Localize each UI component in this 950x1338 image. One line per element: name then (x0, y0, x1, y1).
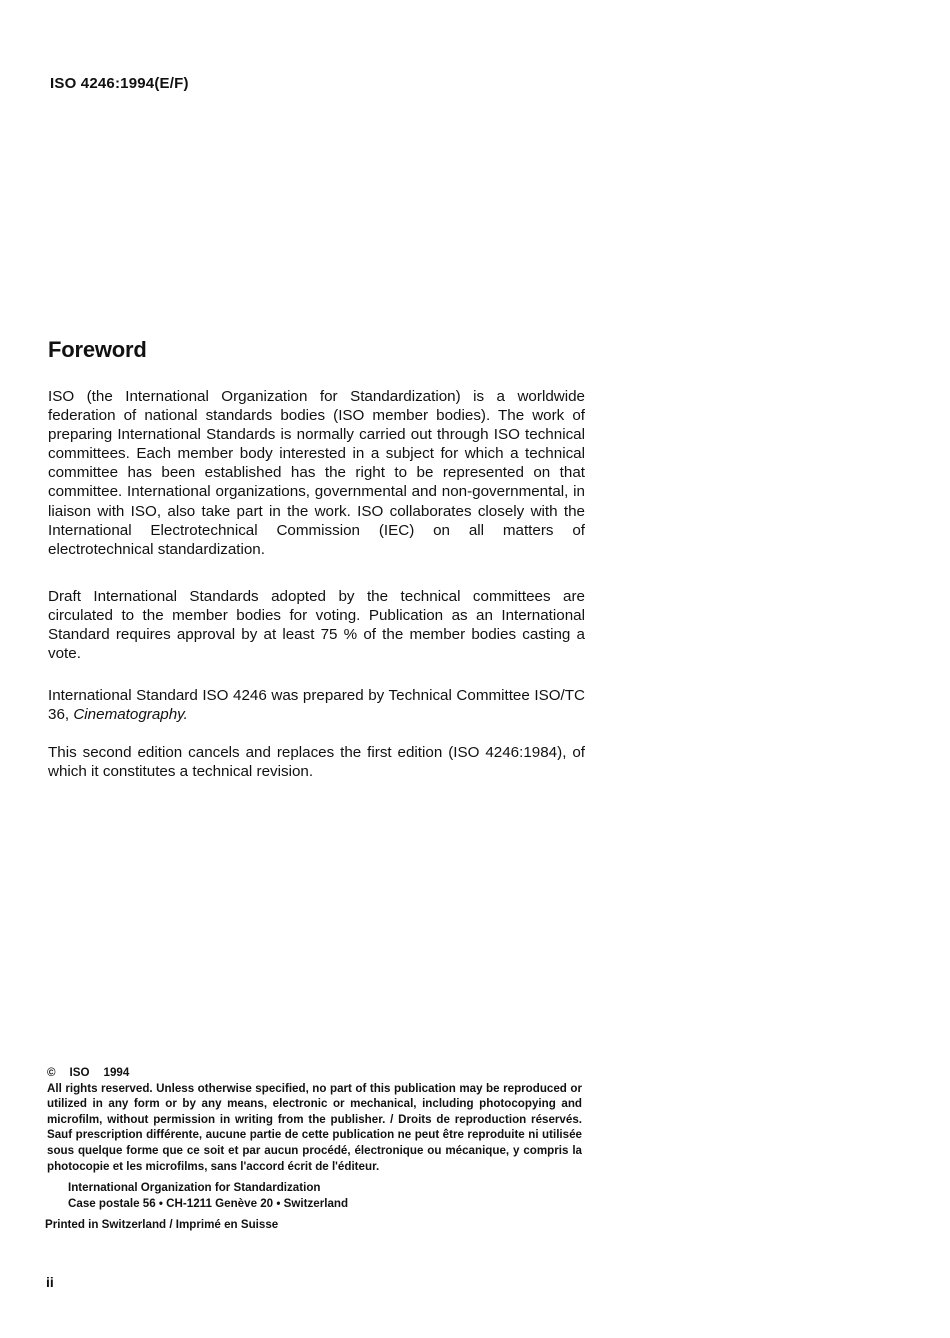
printed-in: Printed in Switzerland / Imprimé en Suisse (45, 1218, 279, 1232)
publisher-address (68, 1180, 582, 1211)
copyright-icon: © (47, 1066, 56, 1079)
copyright-line (47, 1065, 582, 1081)
foreword-paragraph-3 (48, 686, 585, 724)
foreword-paragraph-2: Draft International Standards adopted by the technical committees are circulated to the member bodies for voting. Publication as an International Standard requires approval by at least 75 % of the member bodies casting a vote. (48, 588, 585, 663)
copyright-org: ISO (69, 1066, 90, 1079)
address-line-2: Case postale 56 • CH-1211 Genève 20 • Switzerland (68, 1196, 349, 1210)
foreword-paragraph-4: This second edition cancels and replaces the first edition (ISO 4246:1984), of which it constitutes a technical revision. (48, 744, 585, 781)
page-number: ii (46, 1274, 54, 1290)
paragraph-3-text: International Standard ISO 4246 was prepared by Technical Committee ISO/TC 36, (48, 687, 585, 724)
document-id-header: ISO 4246:1994(E/F) (50, 75, 189, 92)
foreword-paragraph-1: ISO (the International Organization for Standardization) is a worldwide federation of national standards bodies (ISO member bodies). The work of preparing International Standards is normally carried out through ISO technical committees. Each member body interested in a subject for which a technical committee has been established has the right to be represented on that committee. International organizations, governmental and non-governmental, in liaison with ISO, also take part in the work. ISO collaborates closely with the International Electrotechnical Commission (IEC) on all matters of electrotechnical standardization. (48, 388, 585, 558)
copyright-block (47, 1065, 582, 1233)
copyright-year: 1994 (103, 1066, 130, 1079)
address-line-1: International Organization for Standardization (68, 1181, 321, 1195)
rights-statement: All rights reserved. Unless otherwise specified, no part of this publication may be reproduced or utilized in any form or by any means, electronic or mechanical, including photocopying and microfilm, without permission in writing from the publisher. / Droits de reproduction réservés. Sauf prescription différente, aucune partie de cette publication ne peut être reproduite ni utilisée sous quelque forme que ce soit et par aucun procédé, électronique ou mécanique, y compris la photocopie et les microfilms, sans l'accord écrit de l'éditeur. (47, 1081, 582, 1173)
committee-name: Cinematography. (73, 706, 188, 724)
foreword-title: Foreword (48, 337, 147, 362)
